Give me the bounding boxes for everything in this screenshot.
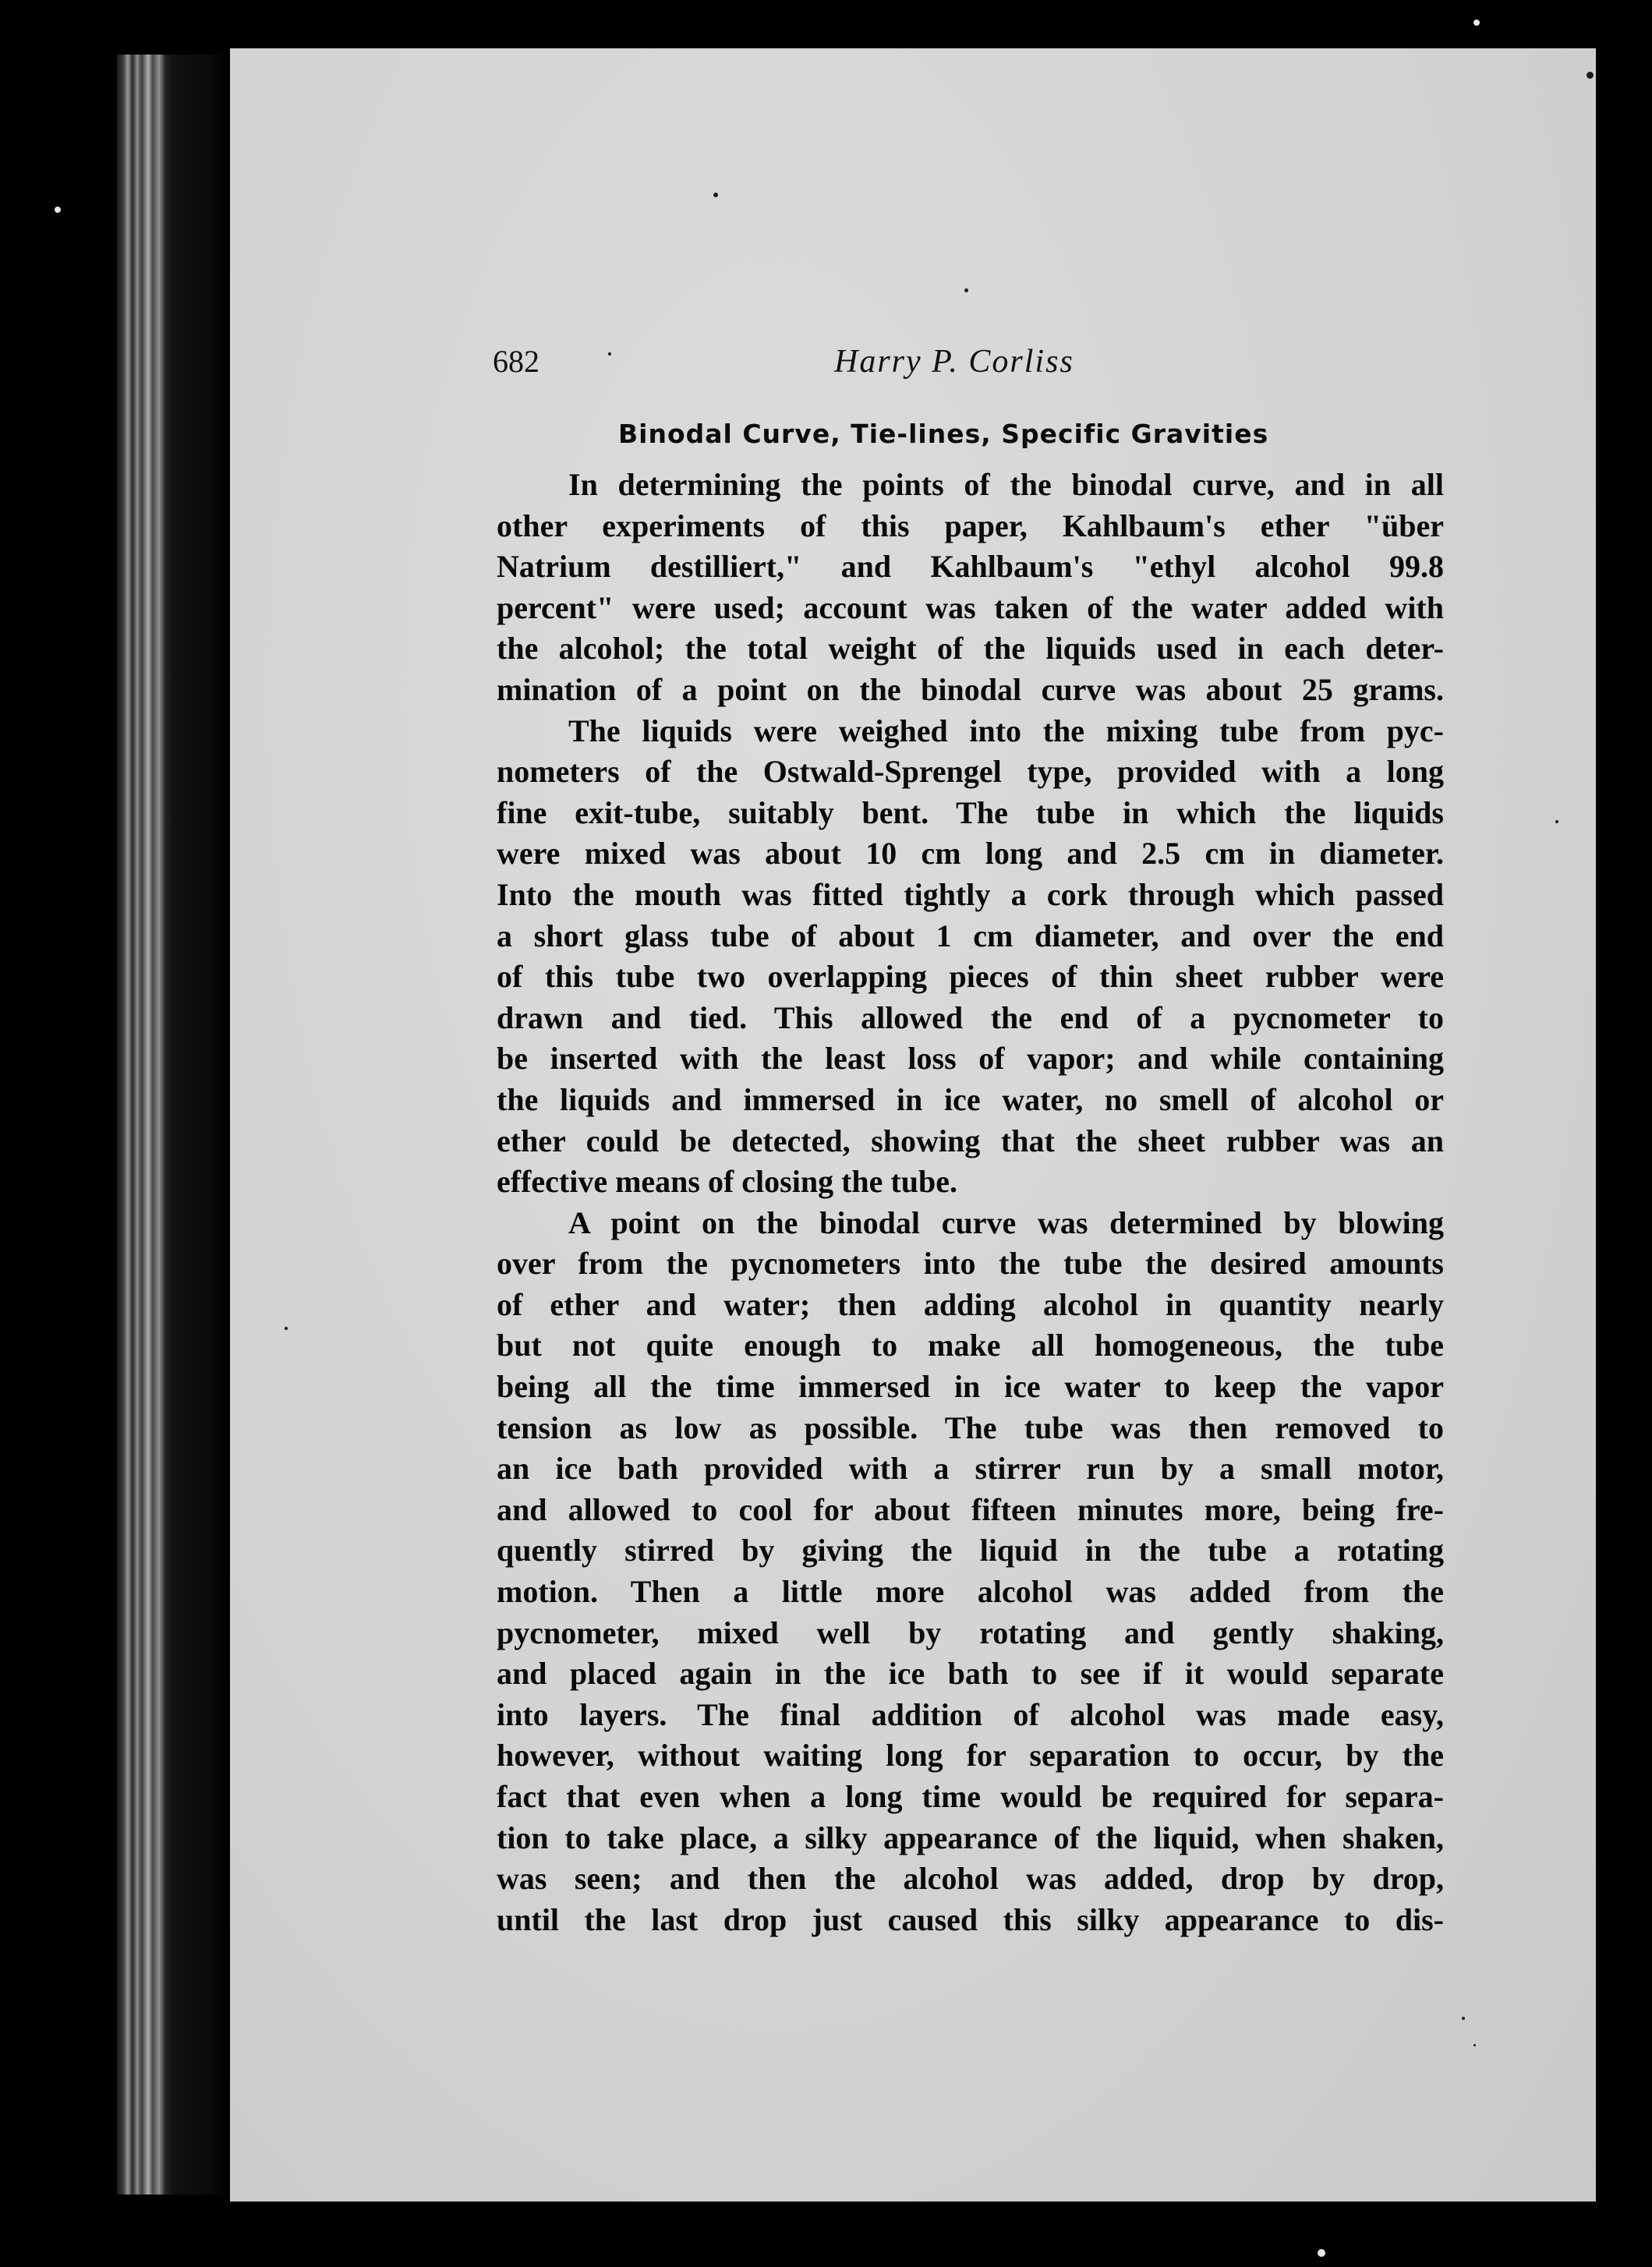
dust-speck [1473, 2044, 1476, 2046]
paragraph-line: tension as low as possible. The tube was then removed to [497, 1409, 1444, 1445]
book-binding-edge [117, 55, 230, 2194]
paragraph-line: nometers of the Ostwald-Sprengel type, provided with a long [497, 754, 1444, 790]
dust-speck [713, 193, 718, 197]
paragraph-line: fine exit-tube, suitably bent. The tube in which the liquids [497, 794, 1444, 830]
paragraph-line: drawn and tied. This allowed the end of a pycnometer to [497, 999, 1444, 1035]
paragraph-line: pycnometer, mixed well by rotating and gently shaking, [497, 1614, 1444, 1650]
paragraph-line: a short glass tube of about 1 cm diameter, and over the end [497, 918, 1444, 953]
paragraph-line: A point on the binodal curve was determined by blowing [568, 1204, 1444, 1240]
paragraph-line: until the last drop just caused this silky appearance to dis- [497, 1901, 1444, 1937]
paragraph-line: an ice bath provided with a stirrer run by a small motor, [497, 1451, 1444, 1487]
dust-speck [1318, 2249, 1325, 2257]
dust-speck [55, 207, 61, 213]
paragraph-line: quently stirred by giving the liquid in the tube a rotating [497, 1533, 1444, 1569]
paragraph-line: however, without waiting long for separation to occur, by the [497, 1738, 1444, 1774]
paragraph-line: but not quite enough to make all homogeneous, the tube [497, 1328, 1444, 1363]
running-head: Harry P. Corliss [834, 344, 1074, 380]
dust-speck [1473, 19, 1480, 26]
paragraph-line: of ether and water; then adding alcohol in quantity nearly [497, 1286, 1444, 1322]
paragraph-line: was seen; and then the alcohol was added, drop by drop, [497, 1861, 1444, 1897]
paragraph-line: being all the time immersed in ice water to keep the vapor [497, 1369, 1444, 1405]
paragraph-line: the alcohol; the total weight of the liquids used in each deter- [497, 631, 1444, 667]
paragraph-line: motion. Then a little more alcohol was added from the [497, 1574, 1444, 1610]
paragraph-line: effective means of closing the tube. [497, 1164, 957, 1200]
paragraph-line: Natrium destilliert," and Kahlbaum's "ethyl alcohol 99.8 [497, 549, 1444, 585]
body-text [497, 465, 1444, 1940]
paragraph-line: the liquids and immersed in ice water, no smell of alcohol or [497, 1081, 1444, 1117]
page-number: 682 [493, 344, 539, 379]
dust-speck [1462, 2017, 1465, 2020]
paragraph-line: fact that even when a long time would be required for separa- [497, 1779, 1444, 1814]
page-header [493, 343, 1444, 398]
dust-speck [1555, 820, 1558, 823]
paragraph-line: and placed again in the ice bath to see if it would separate [497, 1656, 1444, 1692]
paragraph-line: and allowed to cool for about fifteen minutes more, being fre- [497, 1491, 1444, 1527]
paragraph-line: of this tube two overlapping pieces of thin sheet rubber were [497, 959, 1444, 995]
dust-speck [285, 1327, 288, 1330]
paragraph-line: Into the mouth was fitted tightly a cork through which passed [497, 876, 1444, 912]
paragraph-line: mination of a point on the binodal curve was about 25 grams. [497, 671, 1444, 707]
paragraph-line: In determining the points of the binodal curve, and in all [568, 467, 1444, 502]
paragraph-line: ether could be detected, showing that the sheet rubber was an [497, 1123, 1444, 1158]
paragraph-line: were mixed was about 10 cm long and 2.5 cm in diameter. [497, 836, 1444, 872]
paragraph-line: tion to take place, a silky appearance of the liquid, when shaken, [497, 1820, 1444, 1855]
paragraph-line: The liquids were weighed into the mixing tube from pyc- [568, 713, 1444, 748]
paragraph-line: into layers. The final addition of alcohol was made easy, [497, 1696, 1444, 1732]
paragraph-line: other experiments of this paper, Kahlbaum's ether "über [497, 508, 1444, 543]
dust-speck [1587, 72, 1594, 79]
paragraph-line: percent" were used; account was taken of the water added with [497, 589, 1444, 625]
paragraph-line: over from the pycnometers into the tube the desired amounts [497, 1246, 1444, 1282]
dust-speck [964, 288, 968, 292]
paragraph-line: be inserted with the least loss of vapor; and while containing [497, 1041, 1444, 1077]
section-title: Binodal Curve, Tie-lines, Specific Gravities [618, 419, 1269, 449]
